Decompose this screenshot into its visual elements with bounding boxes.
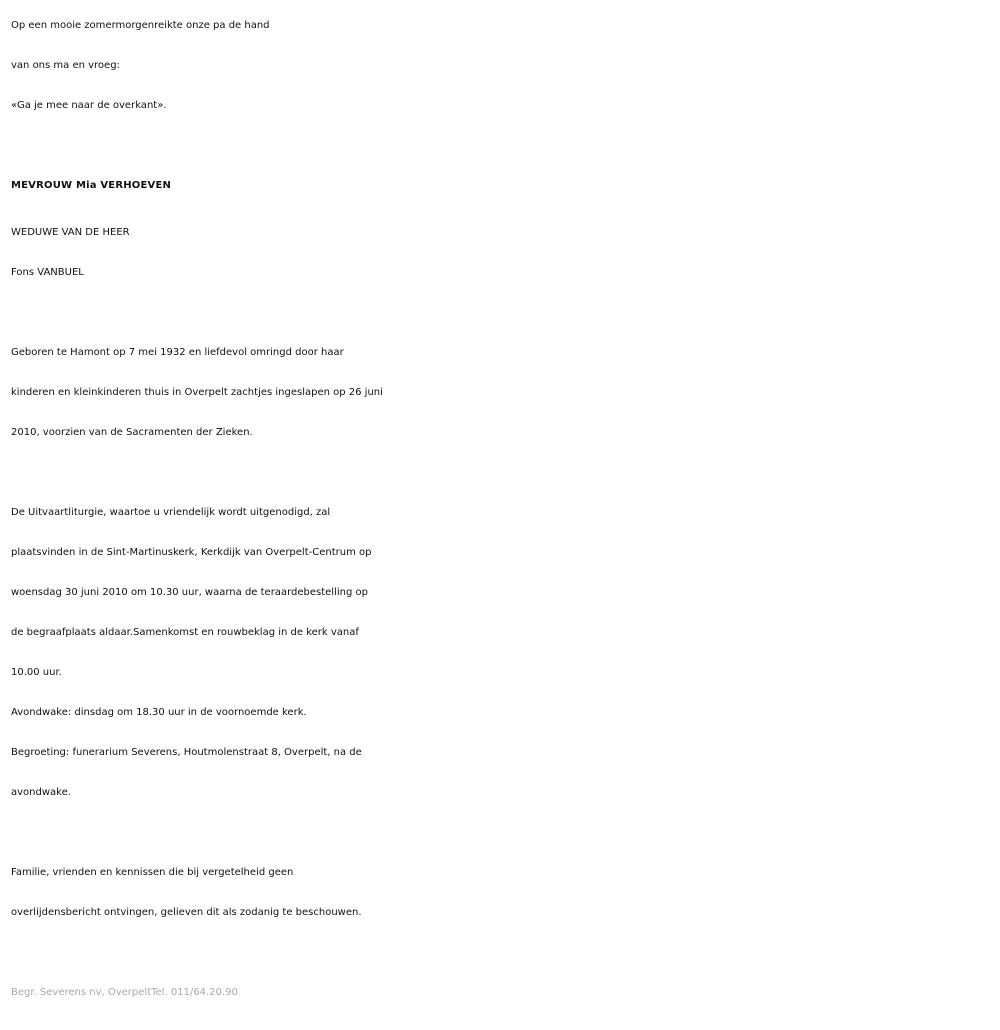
paragraph-line: Geboren te Hamont op 7 mei 1932 en liefdevol omringd door haar	[11, 346, 344, 358]
intro-poem	[11, 6, 996, 126]
deceased-name: MEVROUW Mia VERHOEVEN	[11, 180, 172, 191]
paragraph-line: De Uitvaartliturgie, waartoe u vriendelijk wordt uitgenodigd, zal	[11, 506, 331, 518]
paragraph-line: woensdag 30 juni 2010 om 10.30 uur, waarna de teraardebestelling op	[11, 586, 368, 598]
closing-paragraph	[11, 853, 996, 933]
funeral-home-footer: Begr. Severens nv, OverpeltTel. 011/64.20.90	[11, 986, 238, 998]
birth-death-paragraph	[11, 333, 996, 453]
paragraph-line: Begroeting: funerarium Severens, Houtmolenstraat 8, Overpelt, na de	[11, 746, 362, 758]
paragraph-line: avondwake.	[11, 786, 71, 798]
paragraph-line: plaatsvinden in de Sint-Martinuskerk, Kerkdijk van Overpelt-Centrum op	[11, 546, 372, 558]
intro-line: Op een mooie zomermorgenreikte onze pa de hand	[11, 20, 270, 31]
funeral-paragraph	[11, 493, 996, 813]
paragraph-line: kinderen en kleinkinderen thuis in Overpelt zachtjes ingeslapen op 26 juni	[11, 386, 383, 398]
paragraph-line: Avondwake: dinsdag om 18.30 uur in de voornoemde kerk.	[11, 706, 307, 718]
spacer	[11, 813, 996, 853]
spouse-name: Fons VANBUEL	[11, 266, 84, 278]
obituary-notice	[11, 0, 996, 1013]
intro-line: van ons ma en vroeg:	[11, 60, 120, 71]
paragraph-line: 10.00 uur.	[11, 666, 62, 678]
paragraph-line: overlijdensbericht ontvingen, gelieven dit als zodanig te beschouwen.	[11, 906, 362, 918]
paragraph-line: Familie, vrienden en kennissen die bij vergetelheid geen	[11, 866, 294, 878]
widow-title: WEDUWE VAN DE HEER	[11, 226, 130, 238]
intro-line: «Ga je mee naar de overkant».	[11, 100, 167, 111]
paragraph-line: de begraafplaats aldaar.Samenkomst en rouwbeklag in de kerk vanaf	[11, 626, 359, 638]
spacer	[11, 293, 996, 333]
spacer	[11, 453, 996, 493]
paragraph-line: 2010, voorzien van de Sacramenten der Zieken.	[11, 426, 253, 438]
